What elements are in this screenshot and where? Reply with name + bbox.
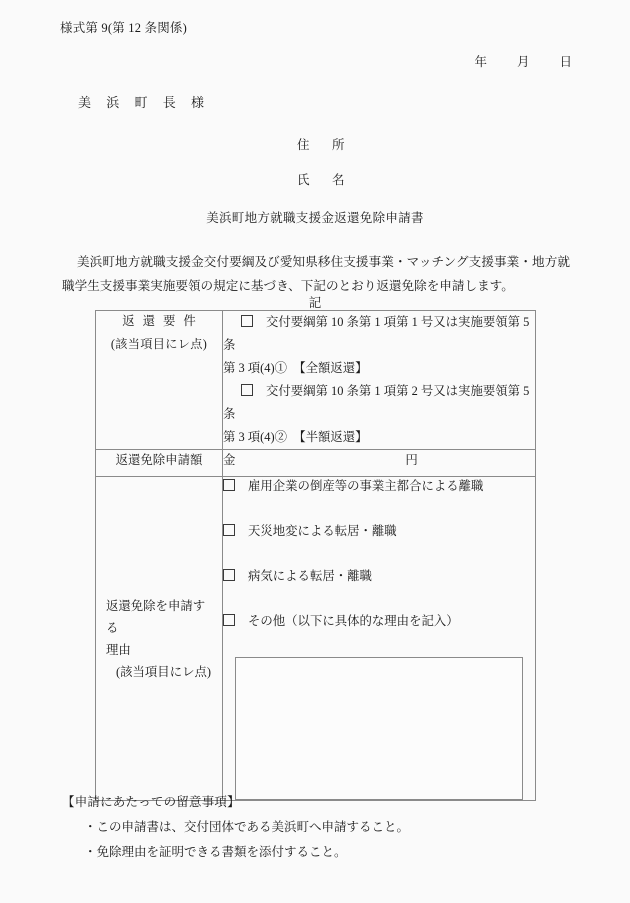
address-field-label: 住 所	[297, 138, 350, 152]
requirement-label-sub: (該当項目にレ点)	[110, 337, 208, 351]
requirement-option-2[interactable]	[223, 380, 535, 426]
reason-option-4[interactable]	[223, 612, 535, 630]
application-table	[95, 310, 536, 801]
table-row-requirement	[96, 311, 536, 450]
reason-label-sub: (該当項目にレ点)	[116, 664, 211, 679]
checkbox-icon[interactable]	[223, 614, 235, 626]
requirement-label-cell	[96, 311, 223, 450]
reason-option-3[interactable]	[223, 567, 535, 585]
requirement-option-2-line1: 交付要綱第 10 条第 1 項第 2 号又は実施要領第 5 条	[223, 384, 530, 421]
date-month-label: 月	[516, 55, 530, 69]
amount-label: 返還免除申請額	[115, 453, 203, 467]
requirement-label: 返還要件	[122, 314, 204, 328]
checkbox-icon[interactable]	[223, 479, 235, 491]
amount-value-cell[interactable]	[223, 450, 536, 477]
reason-option-3-label: 病気による転居・離職	[248, 569, 372, 583]
reason-label-inner	[96, 595, 222, 683]
date-year-label: 年	[474, 55, 487, 69]
checkbox-icon[interactable]	[223, 524, 235, 536]
date-day-label: 日	[559, 55, 572, 69]
reason-option-1[interactable]	[223, 477, 535, 495]
ki-marker: 記	[308, 296, 322, 310]
reason-label-cell	[96, 477, 223, 801]
reason-label-line2: 理由	[106, 642, 131, 657]
reason-option-1-label: 雇用企業の倒産等の事業主都合による離職	[248, 479, 484, 493]
body-paragraph: 美浜町地方就職支援金交付要綱及び愛知県移住支援事業・マッチング支援事業・地方就職学生支援事業実施要領の規定に基づき、下記のとおり返還免除を申請します。	[62, 255, 570, 293]
document-title: 美浜町地方就職支援金返還免除申請書	[206, 211, 424, 225]
reason-option-2[interactable]	[223, 522, 535, 540]
requirement-option-1-line1: 交付要綱第 10 条第 1 項第 1 号又は実施要領第 5 条	[223, 315, 530, 352]
notes-section	[62, 790, 409, 865]
reason-free-text-input[interactable]	[235, 657, 523, 800]
amount-currency-suffix: 円	[405, 453, 418, 467]
requirement-options-cell	[223, 311, 536, 450]
checkbox-icon[interactable]	[241, 384, 253, 396]
amount-currency-prefix: 金	[223, 453, 236, 467]
table-row-amount	[96, 450, 536, 477]
reason-option-2-label: 天災地変による転居・離職	[248, 524, 397, 538]
date-line	[0, 52, 572, 70]
form-number: 様式第 9(第 12 条関係)	[60, 21, 187, 35]
reason-label-line1: 返還免除を申請する	[106, 598, 206, 635]
name-field-label: 氏 名	[297, 173, 350, 187]
note-item: ・免除理由を証明できる書類を添付すること。	[84, 845, 347, 859]
reason-options-cell	[223, 477, 536, 801]
addressee-line: 美 浜 町 長 様	[78, 95, 211, 110]
checkbox-icon[interactable]	[223, 569, 235, 581]
table-row-reason	[96, 477, 536, 801]
notes-title: 【申請にあたっての留意事項】	[62, 795, 240, 809]
reason-option-4-label: その他（以下に具体的な理由を記入）	[248, 614, 459, 628]
requirement-option-2-line2: 第 3 項(4)② 【半額返還】	[223, 430, 368, 444]
requirement-option-1[interactable]	[223, 311, 535, 357]
note-item: ・この申請書は、交付団体である美浜町へ申請すること。	[84, 820, 410, 834]
checkbox-icon[interactable]	[241, 315, 253, 327]
requirement-option-1-line2: 第 3 項(4)① 【全額返還】	[223, 361, 368, 375]
amount-label-cell	[96, 450, 223, 477]
